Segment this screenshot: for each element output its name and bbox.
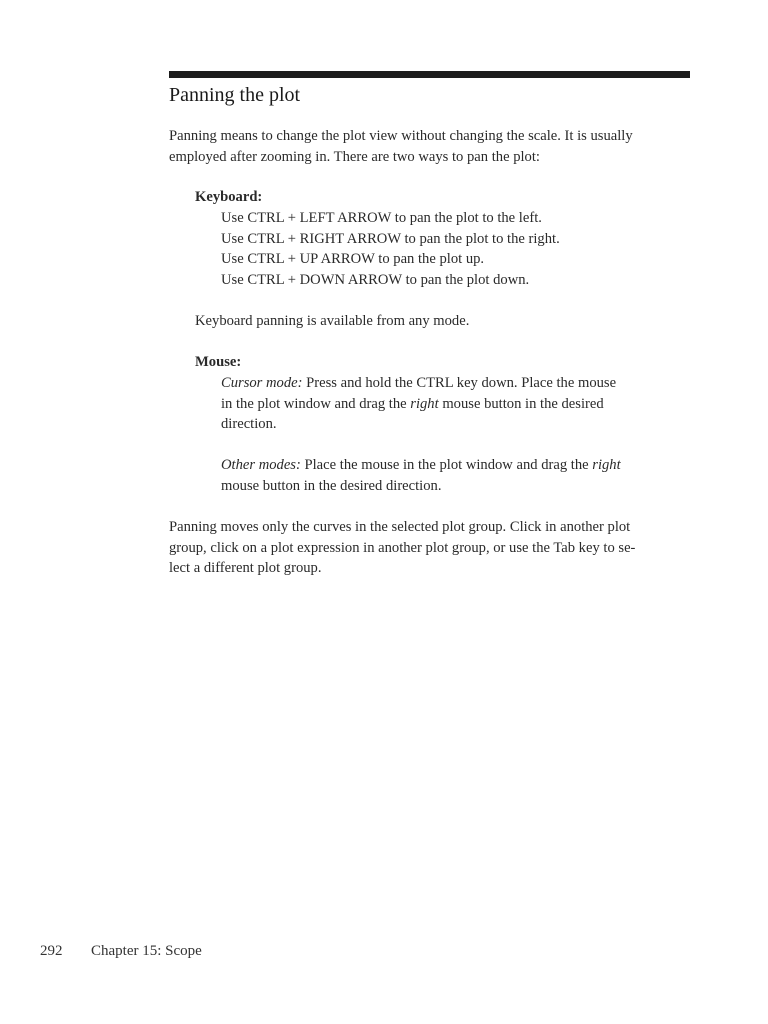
- final-line: group, click on a plot expression in another plot group, or use the Tab key to se-: [169, 539, 636, 556]
- keyboard-note: Keyboard panning is available from any mode.: [195, 313, 470, 329]
- keyboard-list: [221, 208, 560, 290]
- other-modes-line: [221, 455, 621, 476]
- cursor-mode-line: [221, 394, 616, 415]
- other-modes-label: Other modes:: [221, 457, 301, 473]
- final-paragraph: [169, 517, 635, 579]
- cursor-mode-text: Press and hold the CTRL key down. Place the mouse: [302, 375, 617, 391]
- chapter-title: Chapter 15: Scope: [91, 943, 202, 959]
- mouse-heading: Mouse:: [195, 354, 242, 370]
- intro-paragraph: [169, 126, 633, 167]
- keyboard-item: Use CTRL + RIGHT ARROW to pan the plot to the right.: [221, 230, 560, 247]
- other-modes-paragraph: [221, 455, 621, 496]
- final-line: lect a different plot group.: [169, 560, 322, 577]
- cursor-mode-label: Cursor mode:: [221, 375, 303, 391]
- section-rule: [169, 71, 690, 78]
- emphasis-right: right: [592, 457, 621, 473]
- other-modes-text: Place the mouse in the plot window and drag the: [300, 457, 593, 473]
- cursor-mode-text: mouse button in the desired: [438, 395, 604, 412]
- cursor-mode-line: direction.: [221, 416, 277, 433]
- intro-line: employed after zooming in. There are two ways to pan the plot:: [169, 148, 540, 165]
- cursor-mode-line: [221, 373, 616, 394]
- section-title: Panning the plot: [169, 84, 301, 106]
- keyboard-item: Use CTRL + UP ARROW to pan the plot up.: [221, 251, 485, 268]
- intro-line: Panning means to change the plot view without changing the scale. It is usually: [169, 128, 633, 144]
- page-number: 292: [40, 943, 63, 959]
- cursor-mode-paragraph: [221, 373, 616, 435]
- emphasis-right: right: [410, 395, 439, 412]
- keyboard-heading: Keyboard:: [195, 189, 263, 205]
- keyboard-item: Use CTRL + DOWN ARROW to pan the plot down.: [221, 271, 530, 288]
- other-modes-line: mouse button in the desired direction.: [221, 477, 442, 494]
- final-line: Panning moves only the curves in the selected plot group. Click in another plot: [169, 519, 631, 535]
- keyboard-item: Use CTRL + LEFT ARROW to pan the plot to the left.: [221, 210, 542, 226]
- cursor-mode-text: in the plot window and drag the: [221, 395, 411, 412]
